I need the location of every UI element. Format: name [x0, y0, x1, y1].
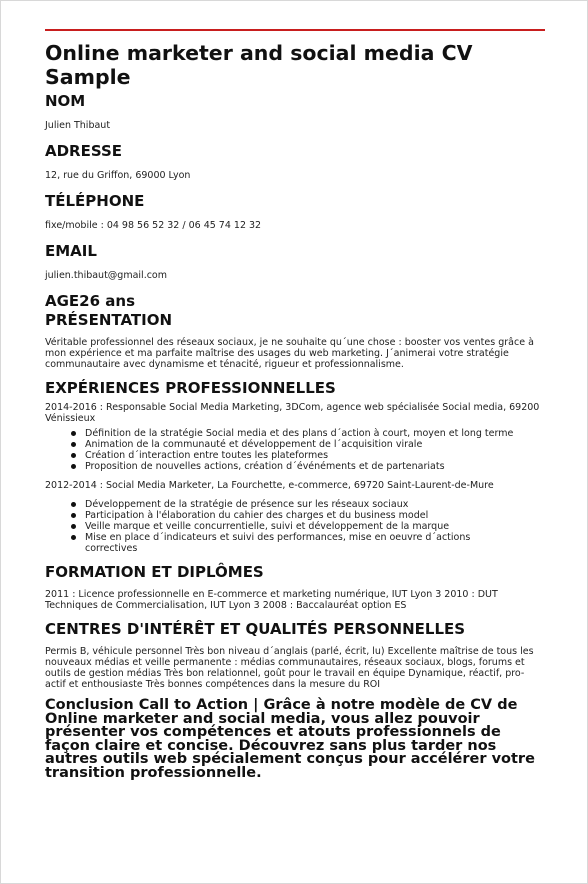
bullet-dot-icon: [71, 513, 76, 518]
heading-formation: FORMATION ET DIPLÔMES: [45, 563, 264, 581]
experience-title: 2014-2016 : Responsable Social Media Marketing, 3DCom, agence web spécialisée Social media, 69200 Vénissieux: [45, 402, 540, 424]
conclusion-text: Conclusion Call to Action | Grâce à notre modèle de CV de Online marketer and social media, vous allez pouvoir présenter vos compétences et atouts professionnels de façon claire et concise. Découvrez sans plus tarder nos autres outils web spécialement conçus pour accélérer votre transition professionnelle.: [45, 697, 535, 781]
heading-email: EMAIL: [45, 242, 97, 260]
heading-telephone: TÉLÉPHONE: [45, 192, 145, 210]
formation-text: 2011 : Licence professionnelle en E-commerce et marketing numérique, IUT Lyon 3 2010 : DUT Techniques de Commercialisation, IUT Lyon 3 2008 : Baccalauréat option ES: [45, 589, 498, 611]
value-telephone: fixe/mobile : 04 98 56 52 32 / 06 45 74 12 32: [45, 220, 262, 231]
age-line: [45, 292, 545, 311]
experience-bullet: Mise en place d´indicateurs et suivi des performances, mise en oeuvre d´actions correctives: [85, 532, 545, 554]
bullet-dot-icon: [71, 524, 76, 529]
value-age: 26 ans: [79, 292, 135, 310]
heading-adresse: ADRESSE: [45, 142, 123, 160]
presentation-text: Véritable professionnel des réseaux sociaux, je ne souhaite qu´une chose : booster vos ventes grâce à mon expérience et ma parfaite maîtrise des usages du web marketing. J´animerai votre stratégie communautaire avec dynamisme et ténacité, rigueur et professionnalisme.: [45, 337, 534, 370]
interets-text: Permis B, véhicule personnel Très bon niveau d´anglais (parlé, écrit, lu) Excellente maîtrise de tous les nouveaux médias et veille permanente : médias communautaires, réseaux sociaux, blogs, forums et outils de gestion médias Très bon relationnel, goût pour le travail en équipe Dynamique, réactif, pro-actif et enthousiaste Très bonnes compétences dans la mesure du ROI: [45, 646, 534, 690]
top-accent-rule: [45, 29, 545, 31]
experience-bullet: Définition de la stratégie Social media et des plans d´action à court, moyen et long terme: [85, 428, 545, 439]
bullet-dot-icon: [71, 453, 76, 458]
experience-bullet: Animation de la communauté et développement de l´acquisition virale: [85, 439, 545, 450]
experience-bullet: Participation à l'élaboration du cahier des charges et du business model: [85, 510, 545, 521]
heading-presentation: PRÉSENTATION: [45, 311, 173, 329]
experience-bullets: [45, 499, 545, 554]
value-nom: Julien Thibaut: [45, 120, 111, 131]
experience-bullet: Développement de la stratégie de présence sur les réseaux sociaux: [85, 499, 545, 510]
value-email: julien.thibaut@gmail.com: [45, 270, 168, 281]
heading-interets: CENTRES D'INTÉRÊT ET QUALITÉS PERSONNELLES: [45, 620, 466, 638]
heading-age: AGE: [45, 292, 80, 310]
heading-experiences: EXPÉRIENCES PROFESSIONNELLES: [45, 379, 336, 397]
cv-content: [45, 41, 545, 780]
value-adresse: 12, rue du Griffon, 69000 Lyon: [45, 170, 191, 181]
experience-bullet: Création d´interaction entre toutes les plateformes: [85, 450, 545, 461]
bullet-dot-icon: [71, 535, 76, 540]
bullet-dot-icon: [71, 442, 76, 447]
cv-title: Online marketer and social media CV Sample: [45, 41, 473, 89]
bullet-dot-icon: [71, 431, 76, 436]
bullet-dot-icon: [71, 502, 76, 507]
experience-title: 2012-2014 : Social Media Marketer, La Fourchette, e-commerce, 69720 Saint-Laurent-de-Mure: [45, 480, 494, 491]
bullet-dot-icon: [71, 464, 76, 469]
experience-bullets: [45, 428, 545, 472]
experience-bullet: Proposition de nouvelles actions, création d´événéments et de partenariats: [85, 461, 545, 472]
experience-bullet: Veille marque et veille concurrentielle, suivi et développement de la marque: [85, 521, 545, 532]
heading-nom: NOM: [45, 92, 86, 110]
